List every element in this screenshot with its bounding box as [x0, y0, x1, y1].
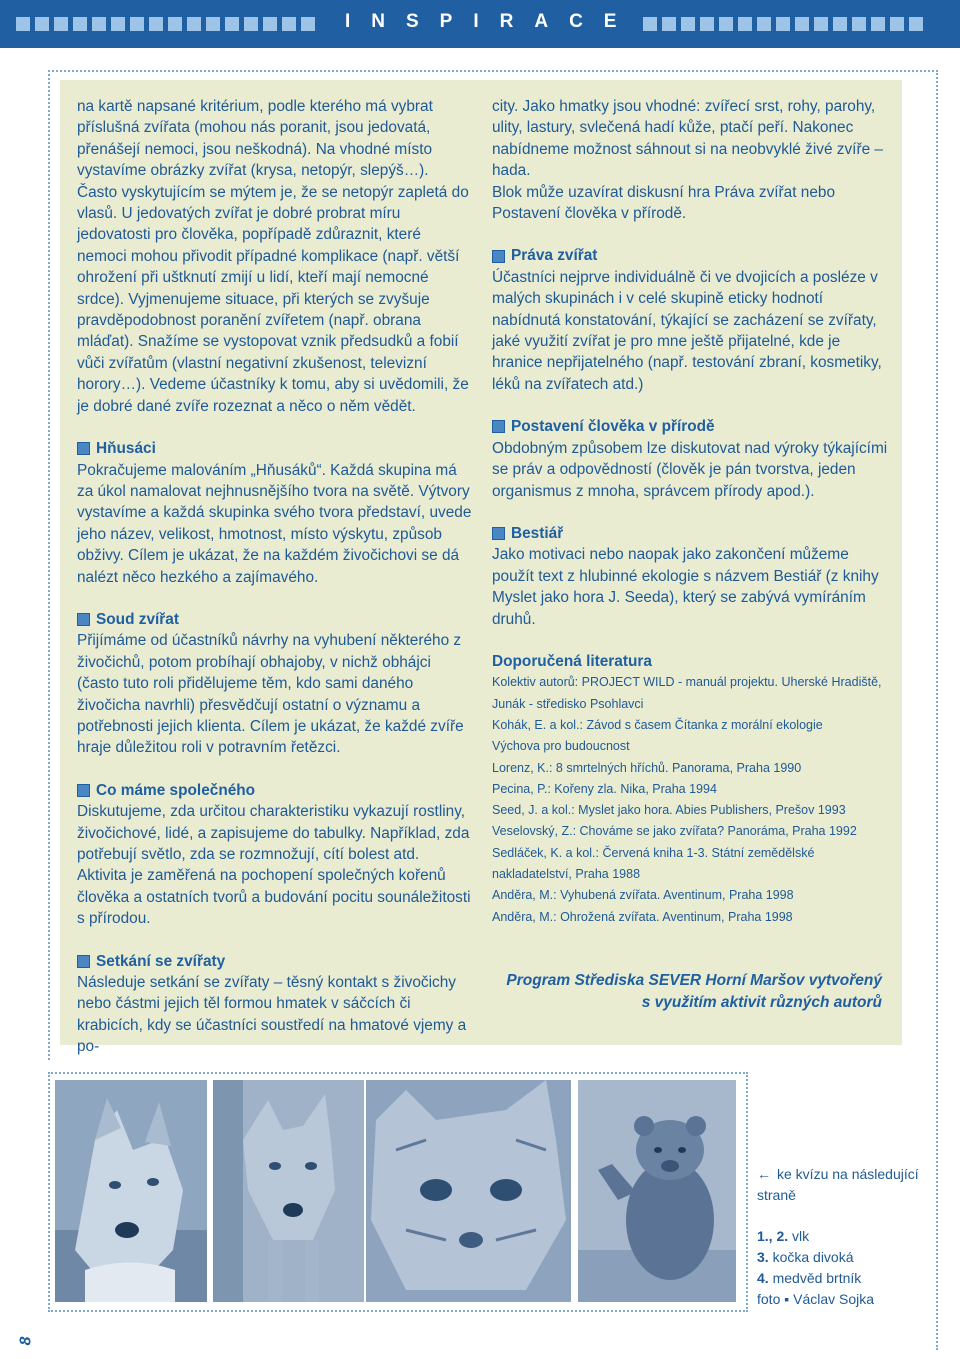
photo-credit: foto ▪ Václav Sojka [757, 1291, 875, 1307]
section-heading: Soud zvířat [96, 610, 179, 628]
literature-item: Lorenz, K.: 8 smrtelných hříchů. Panorama, Praha 1990 [492, 760, 802, 775]
right-intro-text: city. Jako hmatky jsou vhodné: zvířecí srst, rohy, parohy, ulity, lastury, svlečená hadí kůže, ptačí peří. Nakonec nabídneme možnost sáhnout si na neobvyklé živé zvíře – hada. [492, 98, 883, 180]
left-arrow-icon: ← [757, 1166, 771, 1182]
program-credit [462, 970, 882, 1014]
section-setkani-se-zviraty [77, 951, 472, 1058]
section-soud-zvirat [77, 609, 472, 759]
quiz-pointer [757, 1164, 927, 1206]
photo-wolf-2 [213, 1080, 364, 1302]
literature-item: Výchova pro budoucnost [492, 739, 630, 754]
right-intro-text-2: Blok může uzavírat diskusní hra Práva zvířat nebo Postavení člověka v přírodě. [492, 183, 836, 223]
program-credit-line-1: Program Střediska SEVER Horní Maršov vytvořený [506, 972, 882, 989]
section-body: Přijímáme od účastníků návrhy na vyhubení některého z živočichů, potom probíhají obhajoby, v nichž obhájci (často tuto roli přidělujeme těm, kdo sami daného živočicha navrhli) přesvědčují ostatní o významu a potřebnosti jejich klienta. Cílem je ukázat, že každé zvíře hraje důležitou roli v potravním řetězci. [77, 632, 464, 757]
literature-item: Anděra, M.: Vyhubená zvířata. Aventinum, Praha 1998 [492, 888, 794, 903]
left-column [77, 96, 472, 1058]
literature-item: Sedláček, K. a kol.: Červená kniha 1-3. Státní zemědělské nakladatelství, Praha 1988 [492, 845, 815, 882]
literature-item: Veselovský, Z.: Chováme se jako zvířata? Panoráma, Praha 1992 [492, 824, 857, 839]
section-body: Účastníci nejprve individuálně či ve dvojicích a posléze v malých skupinách i v celé skupině eticky hodnotí nabídnutá konstatování, týkající se zacházení se zvířaty, jaké využití zvířat je pro mne ještě přijatelné, kde je hranice nepřijatelného (např. testování zbraní, kosmetiky, léků na zvířatech atd.) [492, 268, 882, 393]
left-intro-text: na kartě napsané kritérium, podle kterého má vybrat příslušná zvířata (mohou nás poranit, jsou jedovatá, přenášejí nemoci, jsou neškodná). Na vhodné místo vystavíme obrázky zvířat (krysa, netopýr, slepýš…). Často vyskytujícím se mýtem je, že se netopýr zapletá do vlasů. U jedovatých zvířat je dobré probrat míru jedovatosti pro člověka, popřípadě zdůraznit, které nemoci mohou přivodit případné komplikace (např. větší ohrožení při uštknutí zmijí u lidí, kteří mají nemocné srdce). Vyjmenujeme situace, při kterých se zvyšuje pravděpodobnost poranění zvířetem (např. obrana mláďat). Snažíme se vystopovat vznik předsudků a fobií vůči zvířatům (vlastní negativní zkušenost, televizní horory…). Vedeme účastníky k tomu, aby si uvědomili, že je dobré dané zvíře rozeznat a něco o něm vědět. [77, 98, 469, 415]
section-postaveni-cloveka [492, 416, 892, 502]
photo-wildcat [366, 1080, 571, 1302]
square-bullet-icon [77, 955, 90, 968]
photo-wolf-1 [55, 1080, 207, 1302]
square-bullet-icon [77, 784, 90, 797]
section-co-mame-spolecneho [77, 780, 472, 930]
section-title: INSPIRACE [345, 11, 638, 32]
square-bullet-icon [77, 442, 90, 455]
section-heading: Co máme společného [96, 781, 256, 799]
square-bullet-icon [492, 527, 505, 540]
section-body: Následuje setkání se zvířaty – těsný kontakt s živočichy nebo částmi jejich těl formou hmatek v sáčcích či krabicích, kdy se účastníci soustředí na hmatové vjemy a po- [77, 974, 467, 1056]
caption-item: 4. medvěd brtník [757, 1270, 862, 1286]
literature-item: Kohák, E. a kol.: Závod s časem Čítanka z morální ekologie [492, 717, 823, 732]
section-body: Diskutujeme, zda určitou charakteristiku vykazují rostliny, živočichové, lidé, a zapisujeme do tabulky. Například, zda potřebují světlo, zda se rozmnožují, cítí bolest atd. Aktivita je zaměřená na pochopení společných kořenů člověka a ostatních tvorů a budování pocitu sounáležitosti s přírodou. [77, 803, 471, 928]
photo-caption [757, 1164, 927, 1310]
section-heading: Hňusáci [96, 440, 156, 458]
section-heading: Práva zvířat [511, 247, 598, 265]
right-column [492, 96, 892, 928]
header-squares-right [643, 17, 923, 31]
section-heading: Postavení člověka v přírodě [511, 418, 715, 436]
page-number: 8 [17, 1336, 35, 1346]
section-heading: Bestiář [511, 524, 564, 542]
section-prava-zvirat [492, 245, 892, 395]
square-bullet-icon [77, 613, 90, 626]
section-bestiar [492, 523, 892, 630]
header-bar [0, 0, 960, 48]
square-separator-icon: ▪ [784, 1291, 790, 1307]
section-body: Pokračujeme malováním „Hňusáků“. Každá skupina má za úkol namalovat nejhnusnějšího tvora na světě. Výtvory vystavíme a každá skupinka svého tvora představí, uvede jeho název, velikost, hmotnost, místo výskytu, způsob obživy. Cílem je ukázat, že na každém živočichovi se dá nalézt něco hezkého a zajímavého. [77, 461, 472, 586]
literature-item: Seed, J. a kol.: Myslet jako hora. Abies Publishers, Prešov 1993 [492, 803, 846, 818]
literature-item: Pecina, P.: Kořeny zla. Nika, Praha 1994 [492, 781, 717, 796]
caption-item: 3. kočka divoká [757, 1249, 854, 1265]
page-frame-left [48, 70, 50, 1060]
square-bullet-icon [492, 420, 505, 433]
photo-bear-cub [578, 1080, 736, 1302]
literature-heading: Doporučená literatura [492, 652, 652, 670]
literature-item: Kolektiv autorů: PROJECT WILD - manuál projektu. Uherské Hradiště, Junák - středisko Psohlavci [492, 675, 882, 711]
section-body: Obdobným způsobem lze diskutovat nad výroky týkajícími se práv a odpovědností (člověk je pán tvorstva, jeden organismus z mnoha, správcem přírody apod.). [492, 439, 888, 500]
quiz-pointer-text: ke kvízu na následující straně [757, 1166, 919, 1203]
section-body: Jako motivaci nebo naopak jako zakončení můžeme použít text z hlubinné ekologie s názvem Bestiář (z knihy Myslet jako hora J. Seeda), který se zabývá vymíráním druhů. [492, 546, 879, 628]
section-hnusaci [77, 438, 472, 588]
header-squares-left [16, 17, 315, 31]
literature-list [492, 672, 892, 928]
square-bullet-icon [492, 250, 505, 263]
section-heading: Setkání se zvířaty [96, 952, 226, 970]
program-credit-line-2: s využitím aktivit různých autorů [641, 994, 882, 1011]
caption-item: 1., 2. vlk [757, 1228, 810, 1244]
literature-item: Anděra, M.: Ohrožená zvířata. Aventinum, Praha 1998 [492, 909, 793, 924]
